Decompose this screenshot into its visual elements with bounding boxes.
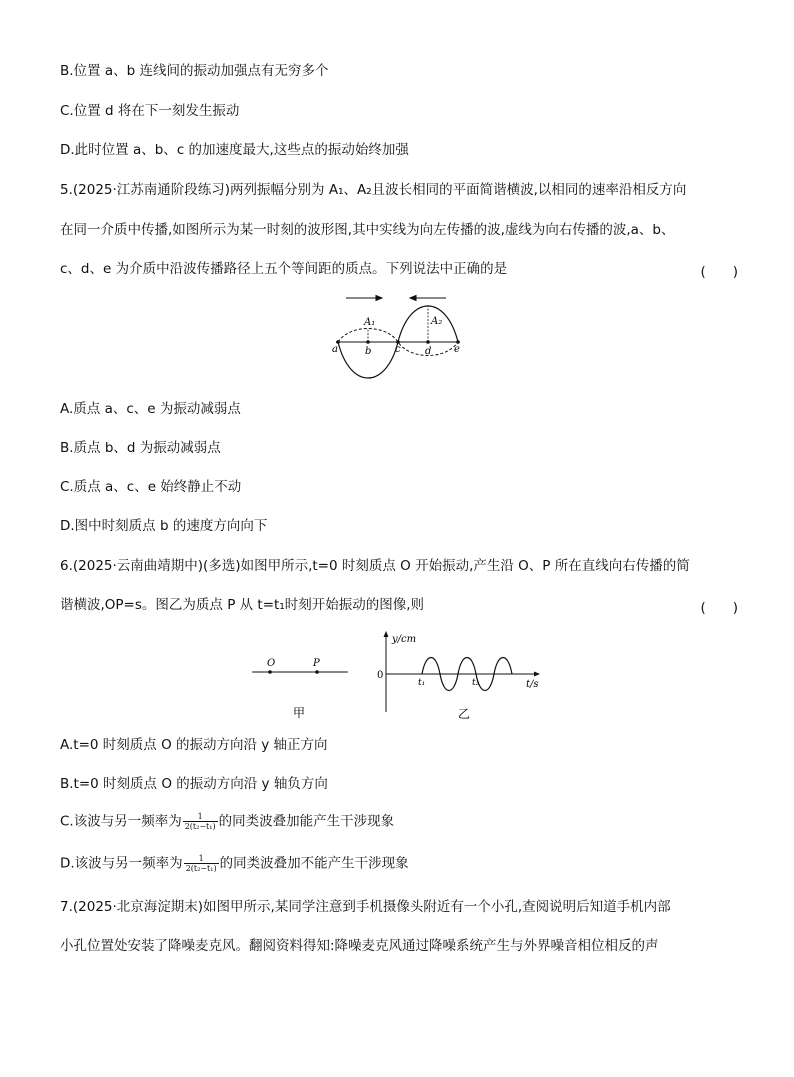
caption-jia: 甲 bbox=[293, 706, 306, 720]
q6-stem-line2: 谐横波,OP=s。图乙为质点 P 从 t=t₁时刻开始振动的图像,则 bbox=[60, 597, 425, 613]
a2-label: A₂ bbox=[431, 316, 443, 327]
label-o: O bbox=[267, 658, 276, 669]
q6-option-c-pre: C.该波与另一频率为 bbox=[60, 813, 182, 830]
q5-stem-line1: 5.(2025·江苏南通阶段练习)两列振幅分别为 A₁、A₂且波长相同的平面简谐横波,以相同的速率沿相反方向 bbox=[60, 182, 687, 198]
label-b: b bbox=[365, 346, 372, 357]
option-d-prev: D.此时位置 a、b、c 的加速度最大,这些点的振动始终加强 bbox=[60, 142, 409, 158]
q7-stem-line2: 小孔位置处安装了降噪麦克风。翻阅资料得知:降噪麦克风通过降噪系统产生与外界噪音相位相反的声 bbox=[60, 938, 659, 954]
label-p: P bbox=[313, 658, 320, 669]
q6-option-b: B.t=0 时刻质点 O 的振动方向沿 y 轴负方向 bbox=[60, 776, 328, 792]
q5-answer-paren: ( ) bbox=[700, 264, 738, 280]
q5-option-a: A.质点 a、c、e 为振动减弱点 bbox=[60, 401, 241, 417]
q6-option-a: A.t=0 时刻质点 O 的振动方向沿 y 轴正方向 bbox=[60, 737, 328, 753]
fraction-denominator: 2(t₂−t₁) bbox=[184, 822, 216, 831]
fraction-numerator: 1 bbox=[198, 854, 204, 863]
q6-option-c-post: 的同类波叠加能产生干涉现象 bbox=[218, 813, 395, 830]
frequency-fraction bbox=[184, 854, 219, 873]
q5-stem-line2: 在同一介质中传播,如图所示为某一时刻的波形图,其中实线为向左传播的波,虚线为向右传播的波,a、b、 bbox=[60, 222, 675, 238]
a1-label: A₁ bbox=[364, 317, 376, 328]
x-axis-arrow-icon bbox=[534, 672, 540, 677]
q6-option-d bbox=[60, 854, 409, 873]
point-d bbox=[426, 340, 430, 344]
label-a: a bbox=[332, 344, 338, 355]
point-o bbox=[268, 670, 272, 674]
origin-label: 0 bbox=[377, 670, 384, 681]
q5-option-c: C.质点 a、c、e 始终静止不动 bbox=[60, 479, 242, 495]
option-b-prev: B.位置 a、b 连线间的振动加强点有无穷多个 bbox=[60, 63, 329, 79]
fraction-denominator: 2(t₂−t₁) bbox=[185, 864, 217, 873]
q5-stem-line3: c、d、e 为介质中沿波传播路径上五个等间距的质点。下列说法中正确的是 bbox=[60, 261, 508, 277]
fraction-numerator: 1 bbox=[197, 812, 203, 821]
label-e: e bbox=[454, 344, 460, 355]
q6-answer-paren: ( ) bbox=[700, 600, 738, 616]
point-b bbox=[366, 340, 370, 344]
frequency-fraction bbox=[183, 812, 218, 831]
q6-option-d-post: 的同类波叠加不能产生干涉现象 bbox=[219, 855, 409, 872]
left-arrow-icon bbox=[410, 296, 446, 301]
q6-figure-jia bbox=[250, 652, 350, 722]
q5-option-d: D.图中时刻质点 b 的速度方向向下 bbox=[60, 518, 268, 534]
q6-option-d-pre: D.该波与另一频率为 bbox=[60, 855, 183, 872]
q6-option-c bbox=[60, 812, 394, 831]
caption-yi: 乙 bbox=[458, 707, 471, 721]
point-p bbox=[315, 670, 319, 674]
t2-label: t₂ bbox=[472, 678, 480, 688]
q5-wave-figure bbox=[326, 290, 468, 386]
q6-stem-line1: 6.(2025·云南曲靖期中)(多选)如图甲所示,t=0 时刻质点 O 开始振动,产生沿 O、P 所在直线向右传播的简 bbox=[60, 558, 690, 574]
right-arrow-icon bbox=[346, 296, 382, 301]
q5-option-b: B.质点 b、d 为振动减弱点 bbox=[60, 440, 221, 456]
q7-stem-line1: 7.(2025·北京海淀期末)如图甲所示,某同学注意到手机摄像头附近有一个小孔,查阅说明后知道手机内部 bbox=[60, 899, 671, 915]
y-axis-label: y/cm bbox=[392, 634, 417, 645]
label-c: c bbox=[395, 344, 401, 355]
option-c-prev: C.位置 d 将在下一刻发生振动 bbox=[60, 103, 240, 119]
t1-label: t₁ bbox=[418, 678, 426, 688]
label-d: d bbox=[425, 346, 432, 357]
q6-figure-yi bbox=[372, 630, 552, 722]
x-axis-label: t/s bbox=[526, 679, 539, 690]
y-axis-arrow-icon bbox=[384, 631, 389, 637]
